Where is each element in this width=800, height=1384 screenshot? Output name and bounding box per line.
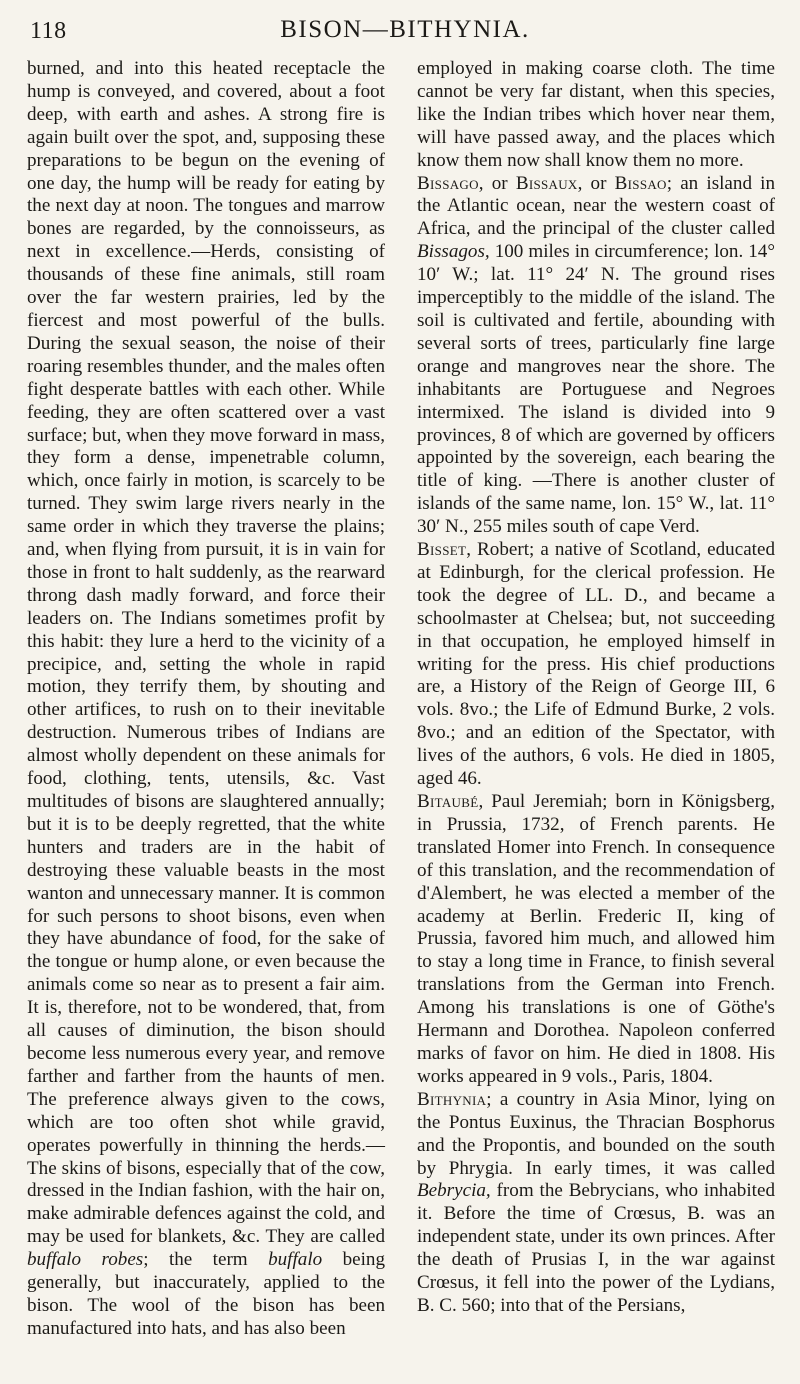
entry-text: ; an island in the Atlantic ocean, near the western coast of Africa, and the principal of the cluster called [417, 172, 776, 240]
bissagos-term: Bissagos, [417, 241, 490, 263]
bebrycia-term: Bebrycia, [417, 1180, 491, 1202]
entry-text: , or [577, 172, 615, 194]
entry-bissago [417, 173, 775, 540]
running-head: BISON—BITHYNIA. [280, 16, 530, 43]
buffalo-term: buffalo [268, 1249, 323, 1271]
entry-text: ; a country in Asia Minor, lying on the Pontus Euxinus, the Thracian Bosphorus and the Propontis, and bounded on the south by Phrygia. In early times, it was called [417, 1088, 775, 1179]
headword-bissao: Bissao [614, 172, 667, 194]
headword-bissago: Bissago [417, 172, 479, 194]
headword-bissaux: Bissaux [515, 172, 578, 194]
bison-text: burned, and into this heated receptacle the hump is conveyed, and covered, about a foot deep, with earth and ashes. A strong fire is again built over the spot, and, supposing these preparations to be begun on the evening of one day, the hump will be ready for eating by the next day at noon. The tongues and marrow bones are regarded, by the connoisseurs, as next in excellence.—Herds, consisting of thousands of these fine animals, still roam over the far western prairies, led by the fiercest and most powerful of the bulls. During the sexual season, the noise of their roaring resembles thunder, and the males often fight desperate battles with each other. While feeding, they are often scattered over a vast surface; but, when they move forward in mass, they form a dense, impenetrable column, which, once fairly in motion, is scarcely to be turned. They swim large rivers nearly in the same order in which they traverse the plains; and, when flying from pursuit, it is in vain for those in front to halt suddenly, as the rearward throng dash madly forward, and force their leaders on. The Indians sometimes profit by this habit: they lure a herd to the vicinity of a precipice, and, setting the whole in rapid motion, they terrify them, by shouting and other artifices, to rush on to their inevitable destruction. Numerous tribes of Indians are almost wholly dependent on these animals for food, clothing, tents, utensils, &c. Vast multitudes of bisons are slaughtered annually; but it is to be deeply regretted, that the white hunters and traders are in the habit of destroying these valuable beasts in the most wanton and unnecessary manner. It is common for such persons to shoot bisons, even when they have abundance of food, for the sake of the tongue or hump alone, or even because the animals come so near as to present a fair aim. It is, therefore, not to be wondered, that, from all causes of diminution, the bison should become less numerous every year, and remove farther and farther from the haunts of men. The preference always given to the cows, which are too often shot while gravid, operates powerfully in thinning the herds.—The skins of bisons, especially that of the cow, dressed in the Indian fashion, with the hair on, make admirable defences against the cold, and may be used for blankets, &c. They are called [27, 58, 385, 1248]
headword-bitaube: Bitaubé [417, 791, 479, 812]
bison-continuation-right: employed in making coarse cloth. The time cannot be very far distant, when this species, like the Indian tribes which hover near them, will have passed away, and the places which know them now shall know them no more. [417, 58, 775, 171]
headword-bithynia: Bithynia [417, 1088, 487, 1110]
bison-text-end: being generally, but inaccurately, applied to the bison. The wool of the bison has been manufactured into hats, and has also been [27, 1249, 385, 1339]
entry-text: 100 miles in circumference; lon. 14° 10′ W.; lat. 11° 24′ N. The ground rises imperceptibly to the middle of the island. The soil is cultivated and fertile, abounding with several sorts of trees, particularly fine large orange and mangroves near the shore. The inhabitants are Portuguese and Negroes intermixed. The island is divided into 9 provinces, 8 of which are governed by officers appointed by the sovereign, each bearing the title of king. —There is another cluster of islands of the same name, lon. 15° W., lat. 11° 30′ N., 255 miles south of cape Verd. [417, 241, 775, 538]
entry-text: , Paul Jeremiah; born in Königsberg, in Prussia, 1732, of French parents. He translated Homer into French. In consequence of this translation, and the recommendation of d'Alembert, he was elected a member of the academy at Berlin. Frederic II, king of Prussia, favored him much, and allowed him to stay a long time in France, to finish several translations from the German into French. Among his translations is one of Göthe's Hermann and Dorothea. Napoleon conferred marks of favor on him. He died in 1808. His works appeared in 9 vols., Paris, 1804. [417, 791, 775, 1087]
buffalo-robes-term: buffalo robes [27, 1249, 144, 1271]
entry-text: , or [478, 172, 516, 194]
right-column [417, 58, 775, 1318]
entry-text: , Robert; a native of Scotland, educated at Edinburgh, for the clerical profession. He took the degree of LL. D., and became a schoolmaster at Chelsea; but, not succeeding in that occupation, he employed himself in writing for the press. His chief productions are, a History of the Reign of George III, 6 vols. 8vo.; the Life of Edmund Burke, 2 vols. 8vo.; and an edition of the Spectator, with lives of the authors, 6 vols. He died in 1805, aged 46. [417, 539, 775, 790]
entry-bitaube [417, 791, 775, 1089]
entry-bithynia [417, 1089, 775, 1318]
bison-continuation-paragraph [27, 58, 385, 1341]
entry-bisset [417, 539, 775, 791]
entry-text: from the Bebrycians, who inhabited it. Before the time of Crœsus, B. was an independent state, under its own princes. After the death of Prusias I, in the war against Crœsus, it fell into the power of the Lydians, B. C. 560; into that of the Persians, [417, 1180, 775, 1316]
page-number: 118 [30, 18, 67, 44]
left-column [27, 58, 385, 1341]
bison-text-mid: ; the term [143, 1249, 269, 1271]
headword-bisset: Bisset [417, 539, 467, 561]
